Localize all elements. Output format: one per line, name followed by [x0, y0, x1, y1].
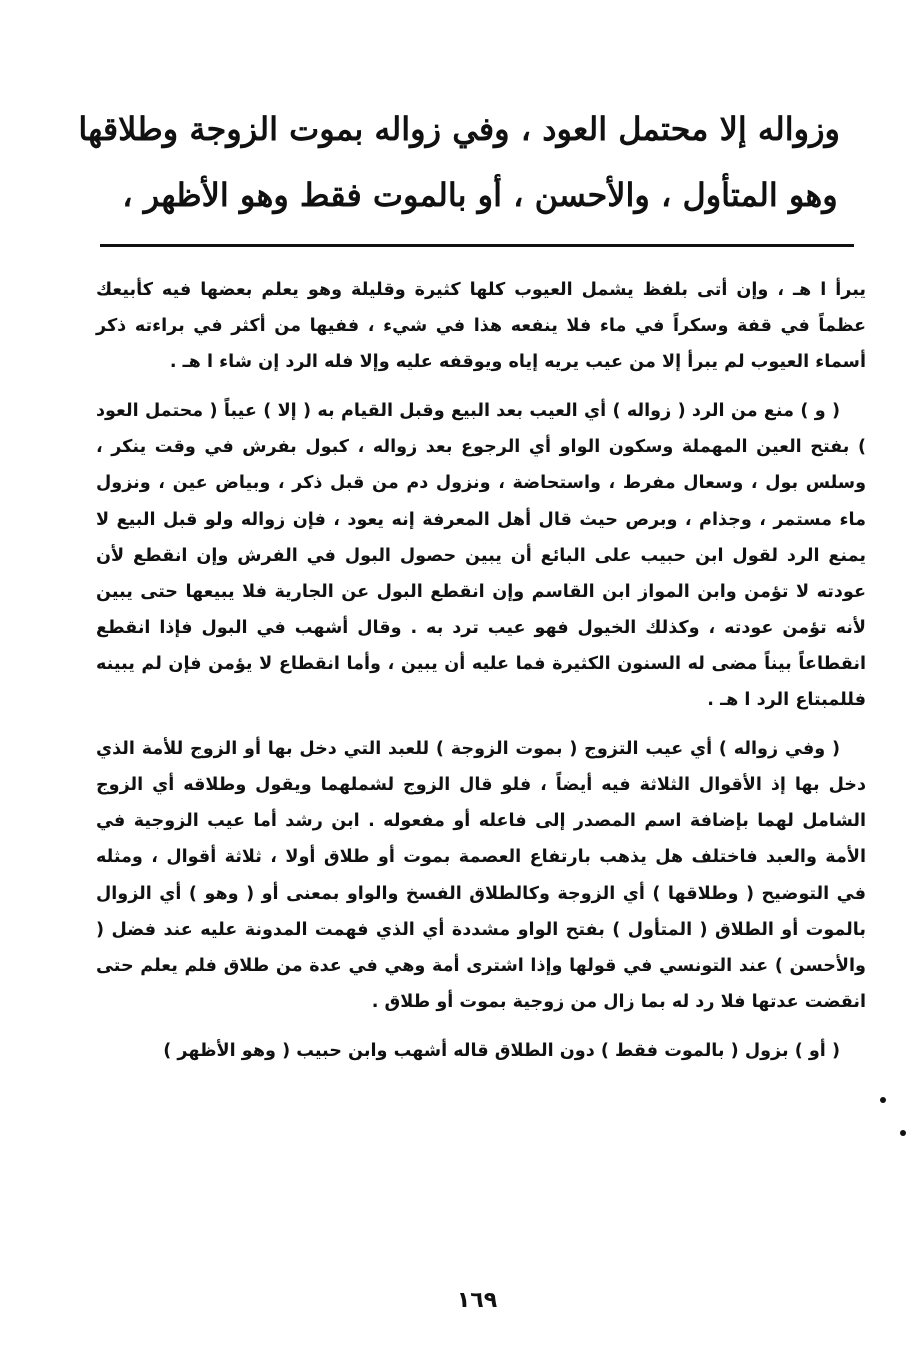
matn-line: وزواله إلا محتمل العود ، وفي زواله بموت الزوجة وطلاقها — [78, 110, 840, 148]
section-divider — [100, 244, 854, 247]
commentary-paragraph: ( وفي زواله ) أي عيب التزوج ( بموت الزوجة ) للعبد التي دخل بها أو الزوج للأمة الذي دخل بها إذ الأقوال الثلاثة فيه أيضاً ، فلو قال الزوج لشملهما ويقول وطلاقه أي الزوج الشامل لهما بإضافة اسم المصدر إلى فاعله أو مفعوله . ابن رشد أما عيب الزوجية في الأمة والعبد فاختلف هل يذهب بارتفاع العصمة بموت أو طلاق أولا ، ثلاثة أقوال ، ومثله في التوضيح ( وطلاقها ) أي الزوجة وكالطلاق الفسخ والواو بمعنى أو ( وهو ) أي الزوال بالموت أو الطلاق ( المتأول ) بفتح الواو مشددة أي الذي فهمت المدونة عليه عند فضل ( والأحسن ) عند التونسي في قولها وإذا اشترى أمة وهي في عدة من طلاق فلم يعلم حتى انقضت عدتها فلا رد له بما زال من زوجية بموت أو طلاق . — [96, 739, 866, 1012]
margin-dot — [900, 1130, 906, 1136]
page-number: ١٦٩ — [456, 1288, 498, 1313]
commentary-text — [96, 272, 866, 1082]
commentary-paragraph: يبرأ ا هـ ، وإن أتى بلفظ يشمل العيوب كلها كثيرة وقليلة وهو يعلم بعضها فيه كأبيعك عظماً في قفة وسكراً في ماء فلا ينفعه هذا في شيء ، ففيها من أكثر في براءته ذكر أسماء العيوب لم يبرأ إلا من عيب يريه إياه ويوقفه عليه وإلا فله الرد إن شاء ا هـ . — [96, 280, 866, 373]
commentary-paragraph: ( و ) منع من الرد ( زواله ) أي العيب بعد البيع وقبل القيام به ( إلا ) عيباً ( محتمل العود ) بفتح العين المهملة وسكون الواو أي الرجوع بعد زواله ، كبول بفرش في وقت ينكر ، وسلس بول ، وسعال مفرط ، واستحاضة ، ونزول دم من قبل ذكر ، وبياض عين ، ونزول ماء مستمر ، وجذام ، وبرص حيث قال أهل المعرفة إنه يعود ، فإن زواله ولو قبل البيع لا يمنع الرد لقول ابن حبيب على البائع أن يبين حصول البول في الفرش وإن انقطع لأن عودته لا تؤمن وابن المواز ابن القاسم وإن انقطع البول عن الجارية فلا يبيعها حتى يبين لأنه تؤمن عودته ، وكذلك الخيول فهو عيب ترد به . وقال أشهب في البول فإذا انقطع انقطاعاً بيناً مضى له السنون الكثيرة فما عليه أن يبين ، وأما انقطاع لا يؤمن فإن لم يبينه فللمبتاع الرد ا هـ . — [96, 401, 866, 711]
matn-line: وهو المتأول ، والأحسن ، أو بالموت فقط وهو الأظهر ، — [122, 176, 838, 214]
margin-dot — [880, 1097, 886, 1103]
matn-text — [78, 96, 840, 228]
commentary-paragraph: ( أو ) بزول ( بالموت فقط ) دون الطلاق قاله أشهب وابن حبيب ( وهو الأظهر ) — [163, 1040, 840, 1061]
